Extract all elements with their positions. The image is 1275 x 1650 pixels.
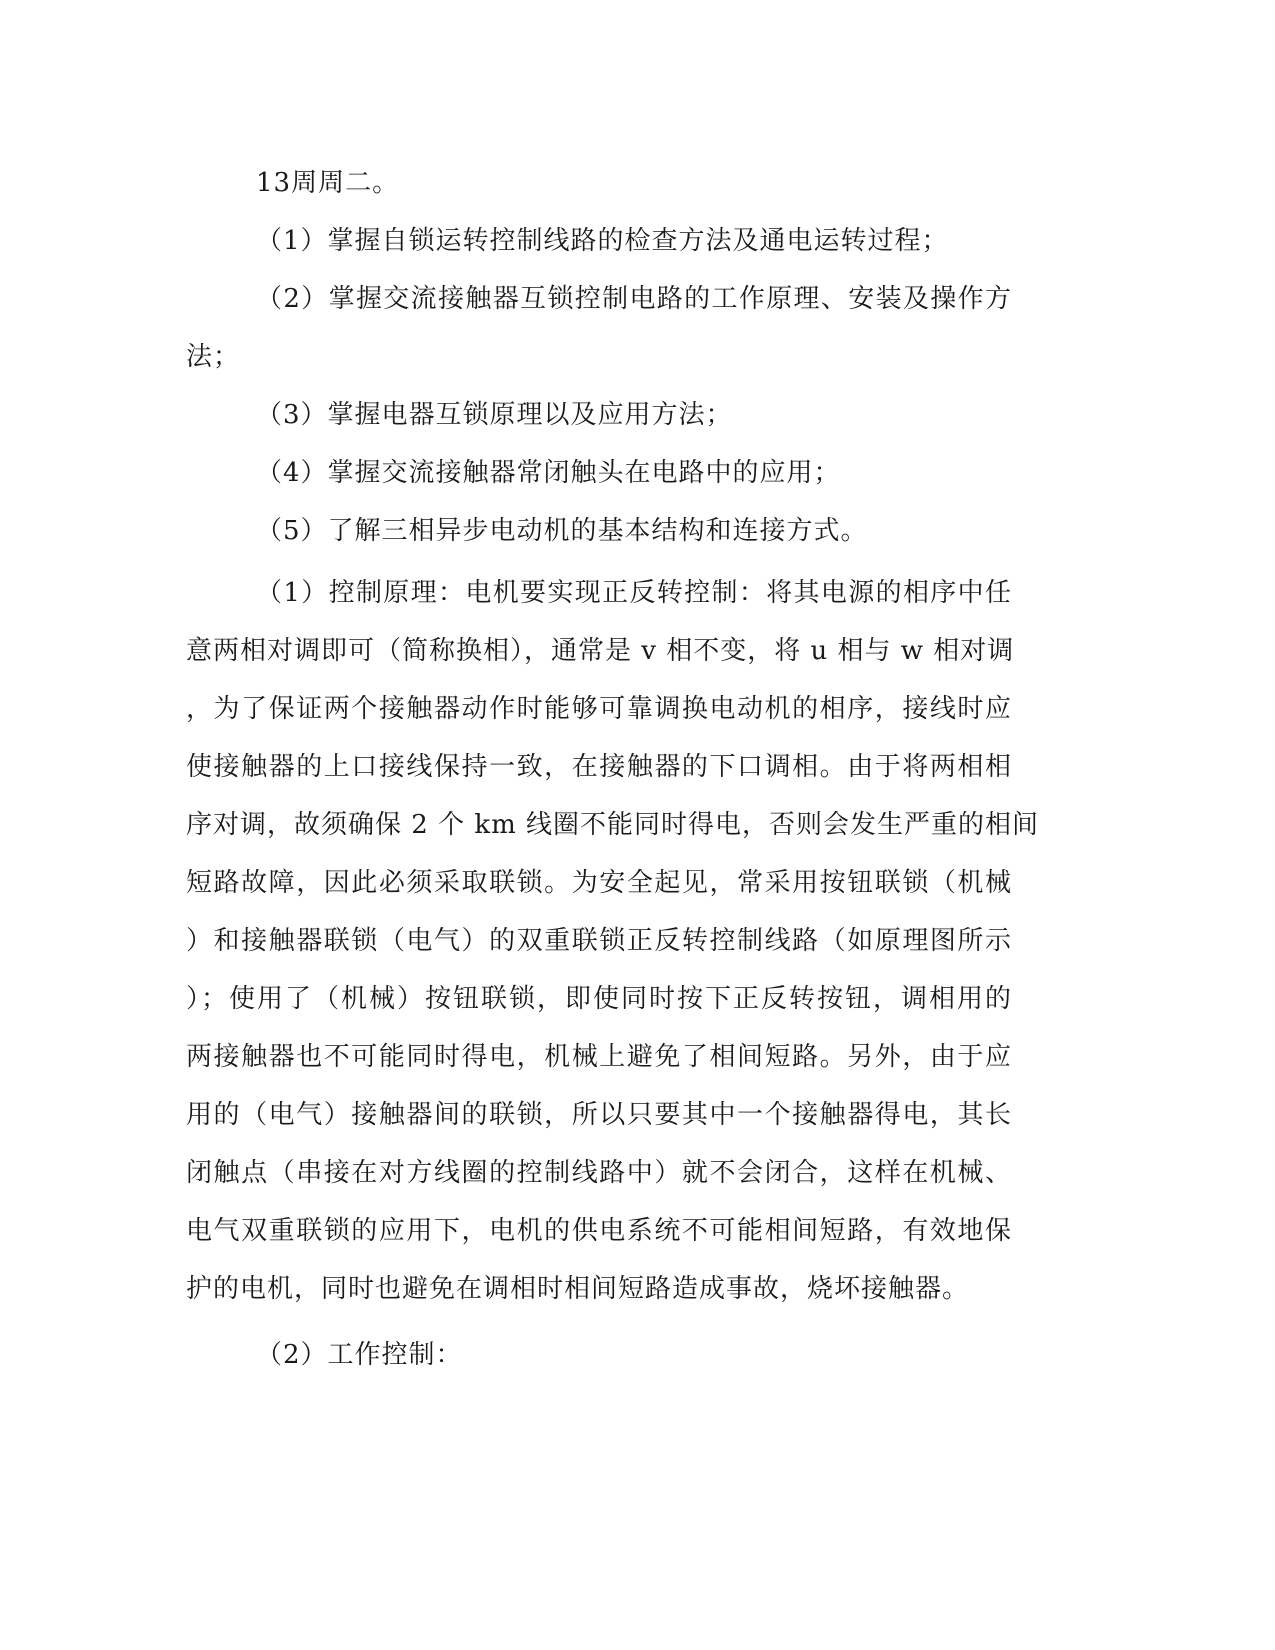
- work-control-heading: （2）工作控制：: [256, 1340, 463, 1370]
- principle-line-2: 意两相对调即可（简称换相），通常是 v 相不变，将 u 相与 w 相对调: [186, 636, 1015, 666]
- objective-line-4: （4）掌握交流接触器常闭触头在电路中的应用；: [256, 458, 841, 488]
- heading-line: 13周周二。: [256, 168, 400, 198]
- principle-line-4: 使接触器的上口接线保持一致，在接触器的下口调相。由于将两相相: [186, 752, 1012, 782]
- objective-line-2-continued: 法；: [186, 342, 241, 372]
- principle-line-7: ）和接触器联锁（电气）的双重联锁正反转控制线路（如原理图所示: [186, 926, 1012, 956]
- principle-line-9: 两接触器也不可能同时得电，机械上避免了相间短路。另外，由于应: [186, 1042, 1012, 1072]
- objective-line-3: （3）掌握电器互锁原理以及应用方法；: [256, 400, 733, 430]
- principle-line-11: 闭触点（串接在对方线圈的控制线路中）就不会闭合，这样在机械、: [186, 1158, 1012, 1188]
- principle-line-3: ，为了保证两个接触器动作时能够可靠调换电动机的相序，接线时应: [186, 694, 1012, 724]
- objective-line-2: （2）掌握交流接触器互锁控制电路的工作原理、安装及操作方: [256, 284, 1012, 314]
- principle-line-6: 短路故障，因此必须采取联锁。为安全起见，常采用按钮联锁（机械: [186, 868, 1012, 898]
- objective-line-1: （1）掌握自锁运转控制线路的检查方法及通电运转过程；: [256, 226, 949, 256]
- principle-line-12: 电气双重联锁的应用下，电机的供电系统不可能相间短路，有效地保: [186, 1216, 1012, 1246]
- objective-line-5: （5）了解三相异步电动机的基本结构和连接方式。: [256, 516, 868, 546]
- principle-line-1: （1）控制原理：电机要实现正反转控制：将其电源的相序中任: [256, 578, 1012, 608]
- principle-line-8: ）；使用了（机械）按钮联锁，即使同时按下正反转按钮，调相用的: [186, 984, 1012, 1014]
- principle-line-5: 序对调，故须确保 2 个 km 线圈不能同时得电，否则会发生严重的相间: [186, 810, 1040, 840]
- principle-line-13: 护的电机，同时也避免在调相时相间短路造成事故，烧坏接触器。: [186, 1274, 970, 1304]
- principle-line-10: 用的（电气）接触器间的联锁，所以只要其中一个接触器得电，其长: [186, 1100, 1012, 1130]
